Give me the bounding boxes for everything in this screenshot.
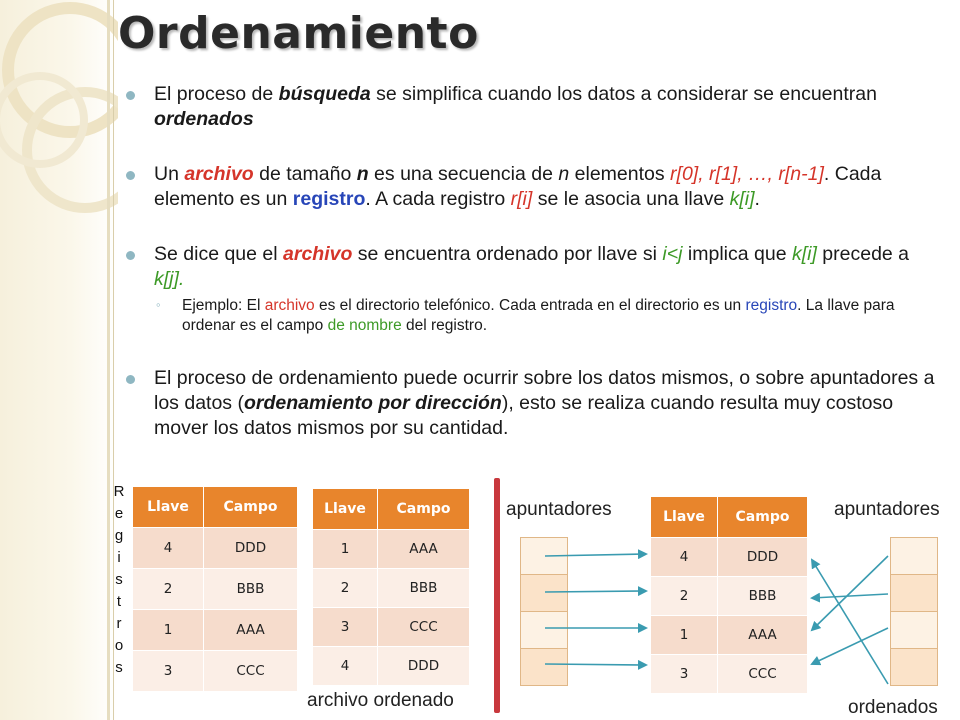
text: se encuentra ordenado por llave si: [352, 243, 663, 265]
letter: o: [114, 637, 124, 654]
text: se simplifica cuando los datos a considerar se encuentran: [370, 83, 877, 105]
sub-bullet-marker: ◦: [156, 297, 161, 312]
letter: e: [114, 505, 124, 522]
header-llave: Llave: [313, 489, 378, 530]
header-campo: Campo: [378, 489, 470, 530]
cell-key: 3: [651, 655, 718, 694]
header-llave: Llave: [133, 487, 204, 528]
header-campo: Campo: [204, 487, 298, 528]
cell-value: BBB: [378, 569, 470, 608]
text-elements: r[0], r[1], …, r[n-1]: [670, 163, 824, 185]
cell-value: CCC: [718, 655, 808, 694]
text: elementos: [569, 163, 671, 185]
page-title: Ordenamiento: [118, 8, 479, 59]
letter: R: [113, 483, 125, 500]
text-ordenamiento-direccion: ordenamiento por dirección: [243, 392, 502, 414]
cell-value: CCC: [204, 651, 298, 692]
letter: g: [114, 527, 124, 544]
text: Ejemplo: El: [182, 297, 265, 314]
arrow-right-4: [812, 560, 888, 684]
text: . A cada registro: [365, 188, 511, 210]
cell-value: BBB: [718, 577, 808, 616]
label-apuntadores-right: apuntadores: [834, 499, 940, 520]
cell-key: 2: [133, 569, 204, 610]
text: El proceso de ordenamiento puede ocurrir sobre los datos mismos, o sobre apuntadores a los datos (: [154, 367, 935, 414]
text-ki: k[i]: [729, 188, 755, 210]
label-archivo-ordenado: archivo ordenado: [307, 690, 454, 711]
letter: i: [117, 549, 121, 566]
letter: t: [116, 593, 122, 610]
text: ), esto se realiza cuando resulta muy costoso mover los datos mismos por su cantidad.: [154, 392, 894, 439]
arrow-right-2: [812, 594, 888, 598]
cell-value: DDD: [204, 528, 298, 569]
text: precede a: [816, 243, 910, 265]
text: de tamaño: [253, 163, 357, 185]
text: .: [754, 188, 760, 210]
cell-key: 2: [313, 569, 378, 608]
cell-key: 3: [133, 651, 204, 692]
header-campo: Campo: [718, 497, 808, 538]
text-registro: registro: [745, 297, 798, 314]
label-ordenados: ordenados: [848, 697, 938, 718]
cell-key: 3: [313, 608, 378, 647]
text-registro: registro: [292, 188, 366, 210]
text: es una secuencia de: [368, 163, 559, 185]
cell-key: 4: [133, 528, 204, 569]
text-de-nombre: de nombre: [327, 317, 402, 334]
letter: s: [115, 659, 123, 676]
cell-value: AAA: [718, 616, 808, 655]
text: es el directorio telefónico. Cada entrada en el directorio es un: [314, 297, 746, 314]
cell-value: DDD: [378, 647, 470, 686]
text: El proceso de: [154, 83, 279, 105]
cell-key: 4: [651, 538, 718, 577]
cell-value: BBB: [204, 569, 298, 610]
text: del registro.: [401, 317, 488, 334]
text-archivo: archivo: [283, 243, 353, 265]
text-n: n: [356, 163, 369, 185]
text: . La llave para ordenar es el campo: [182, 297, 895, 334]
text: Se dice que el: [154, 243, 284, 265]
arrow-right-1: [812, 556, 888, 630]
text-i-lt-j: i<j: [662, 243, 683, 265]
cell-key: 1: [651, 616, 718, 655]
text-busqueda: búsqueda: [278, 83, 371, 105]
text-archivo: archivo: [264, 297, 315, 314]
letter: r: [116, 615, 122, 632]
text-ri: r[i]: [510, 188, 533, 210]
arrow-left-1: [545, 554, 646, 556]
cell-value: AAA: [204, 610, 298, 651]
cell-value: DDD: [718, 538, 808, 577]
cell-value: AAA: [378, 530, 470, 569]
arrow-left-2: [545, 591, 646, 592]
text: . Cada elemento es un: [154, 163, 882, 210]
text-kj: k[j].: [154, 268, 185, 290]
cell-value: CCC: [378, 608, 470, 647]
cell-key: 1: [313, 530, 378, 569]
text: Un: [154, 163, 185, 185]
text: implica que: [682, 243, 792, 265]
cell-key: 1: [133, 610, 204, 651]
letter: s: [115, 571, 123, 588]
cell-key: 2: [651, 577, 718, 616]
cell-key: 4: [313, 647, 378, 686]
text: se le asocia una llave: [532, 188, 730, 210]
text-ordenados: ordenados: [154, 108, 254, 130]
text-n: n: [558, 163, 570, 185]
arrow-left-4: [545, 664, 646, 665]
header-llave: Llave: [651, 497, 718, 538]
label-apuntadores-left: apuntadores: [506, 499, 612, 520]
text-archivo: archivo: [184, 163, 254, 185]
text-ki: k[i]: [791, 243, 817, 265]
arrow-right-3: [812, 628, 888, 664]
